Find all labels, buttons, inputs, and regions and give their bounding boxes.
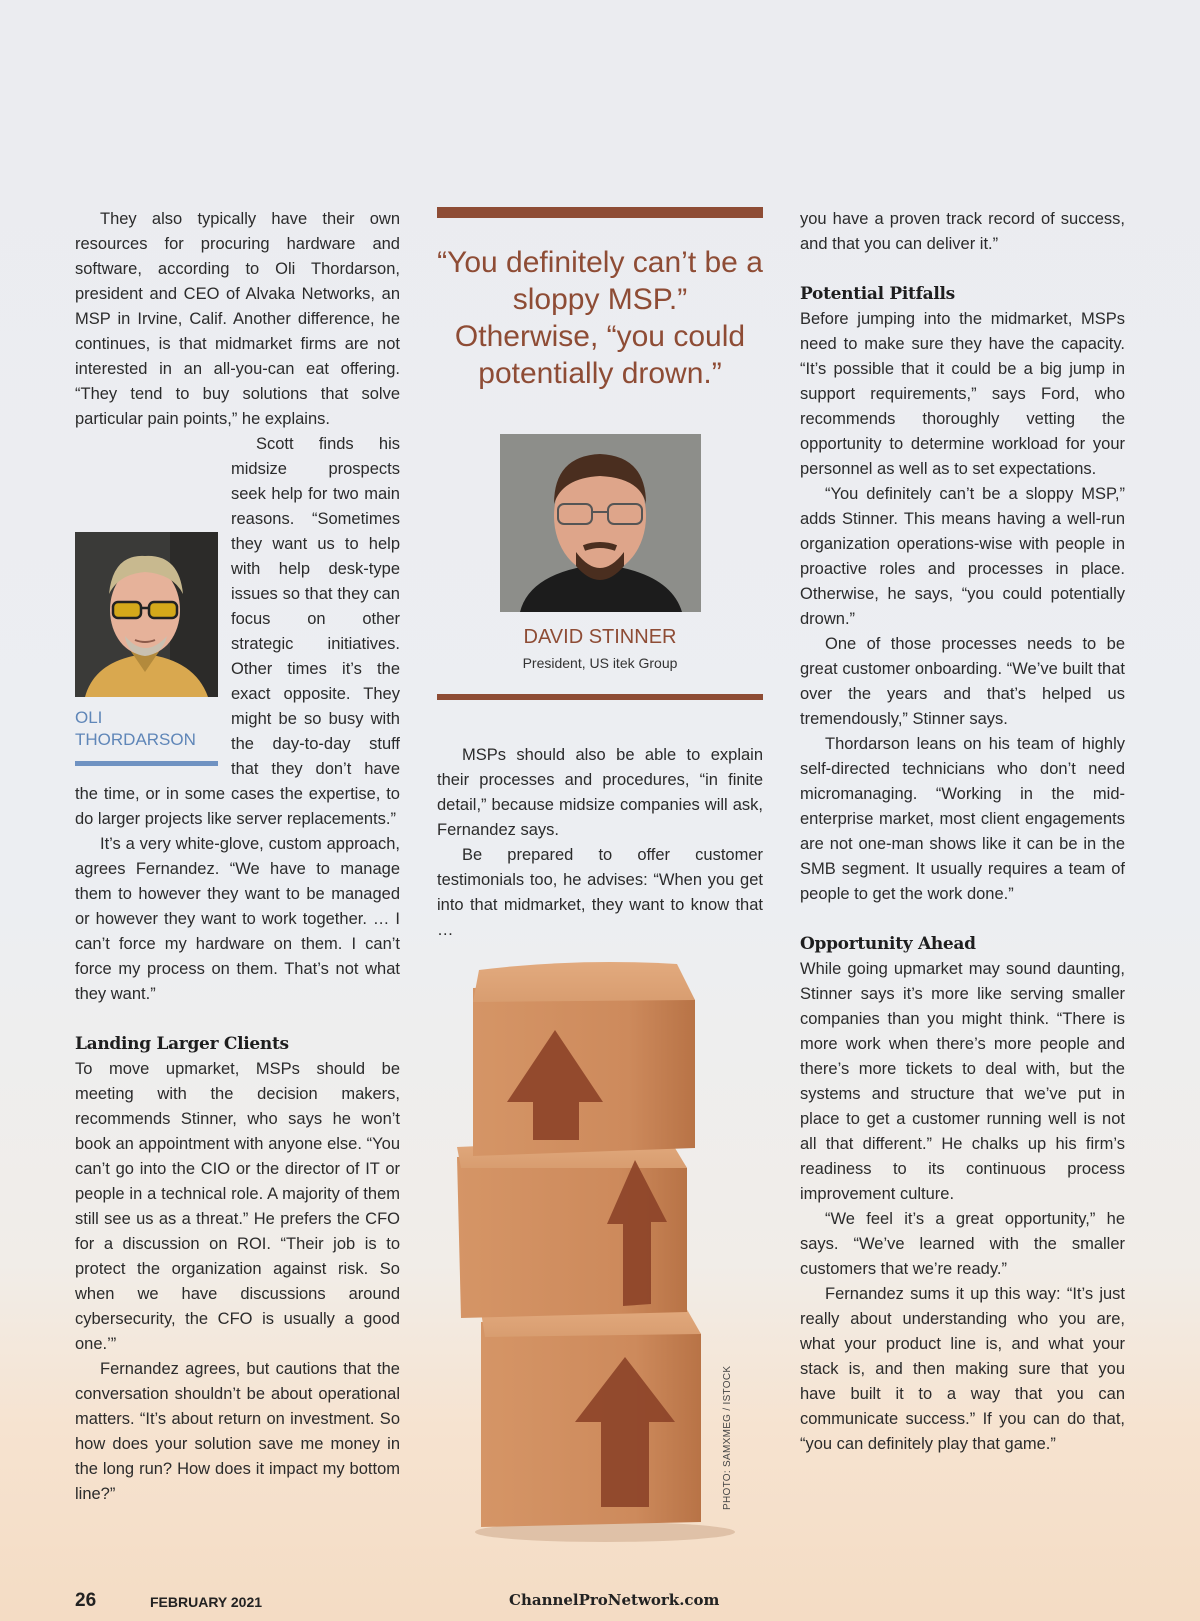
pull-quote-top-bar <box>437 207 763 218</box>
bottom-block <box>481 1306 701 1527</box>
paragraph: Be prepared to offer customer testimonials too, he advises: “When you get into that midmarket, they want to know that … <box>437 846 763 939</box>
photo-credit: PHOTO: SAMXMEG / ISTOCK <box>722 1365 733 1510</box>
paragraph: It’s a very white-glove, custom approach, agrees Fernandez. “We have to manage them to however they want to be managed or however they want to work together. … I can’t force my hardware on them. I can’t force my process on them. That’s not what they want.” <box>75 835 400 1003</box>
paragraph: MSPs should also be able to explain their processes and procedures, “in finite detail,” because midsize companies will ask, Fernandez says. <box>437 746 763 839</box>
section-heading: Opportunity Ahead <box>800 934 976 954</box>
paragraph: “You definitely can’t be a sloppy MSP,” adds Stinner. This means having a well-run organization operations-wise with people in proactive roles and processes in place. Otherwise, he says, “you could potentially drown.” <box>800 485 1125 628</box>
middle-block <box>457 1138 687 1318</box>
pull-quote-person-name: DAVID STINNER <box>523 626 677 648</box>
paragraph: Fernandez sums it up this way: “It’s just really about understanding who you are, what your product line is, and what your stack is, and then making sure that you have built it to a way that you can communicate success.” If you can do that, “you can definitely play that game.” <box>800 1285 1125 1453</box>
pull-quote-bottom-bar <box>437 694 763 700</box>
issue-date: FEBRUARY 2021 <box>150 1594 263 1610</box>
article-column-1 <box>75 207 400 1507</box>
section-heading: Landing Larger Clients <box>75 1034 289 1054</box>
page-number: 26 <box>75 1590 97 1611</box>
paragraph: you have a proven track record of success, and that you can deliver it.” <box>800 210 1125 253</box>
caption-first-name: OLI <box>75 708 103 727</box>
headshot-oli-thordarson <box>75 532 218 766</box>
oli-thordarson-photo <box>75 532 218 697</box>
paragraph: To move upmarket, MSPs should be meeting with the decision makers, recommends Stinner, who says he won’t book an appointment with anyone else. “You can’t go into the CIO or the director of IT or people in a technical role. A majority of them still see us as a threat.” He prefers the CFO for a discussion on ROI. “Their job is to protect the organization against risk. So when we have discussions around cybersecurity, the CFO is usually a good one.’” <box>75 1060 400 1353</box>
pull-quote-person-title: President, US itek Group <box>522 655 678 671</box>
paragraph: Scott finds his midsize prospects seek help for two main reasons. “Sometimes they want us to help with help desk-type issues so that they can focus on other strategic initiatives. Other times it’s the exact opposite. They might be so busy with the day-to-day stuff that they don’t have the time, or in some cases the expertise, to do larger projects like server replacements.” <box>75 435 400 828</box>
paragraph: “We feel it’s a great opportunity,” he says. “We’ve learned with the smaller customers that we’re ready.” <box>800 1210 1125 1278</box>
david-stinner-photo <box>500 434 701 612</box>
paragraph: One of those processes needs to be great customer onboarding. “We’ve built that over the years and that’s helped us tremendously,” Stinner says. <box>800 635 1125 728</box>
caption-underline <box>75 761 218 766</box>
pull-quote: “You definitely can’t be a sloppy MSP.” Otherwise, “you could potentially drown.” <box>437 246 763 390</box>
paragraph: Fernandez agrees, but cautions that the conversation shouldn’t be about operational matters. “It’s about return on investment. So how does your solution save me money in the long run? How does it impact my bottom line?” <box>75 1360 400 1503</box>
paragraph: While going upmarket may sound daunting, Stinner says it’s more like serving smaller companies than you might think. “There is more work when there’s more people and there’s more tickets to deal with, but the systems and structure that we’ve put in place to get a customer running well is not all that different.” He chalks up his firm’s readiness to its continuous process improvement culture. <box>800 960 1125 1203</box>
top-block <box>473 962 695 1156</box>
headshot-caption <box>75 707 218 751</box>
paragraph: They also typically have their own resources for procuring hardware and software, according to Oli Thordarson, president and CEO of Alvaka Networks, an MSP in Irvine, Calif. Another difference, he continues, is that midmarket firms are not interested in an all-you-can eat offering. “They tend to buy solutions that solve particular pain points,” he explains. OLI THORDARSON <box>75 207 400 432</box>
website-link[interactable]: ChannelProNetwork.com <box>509 1591 720 1609</box>
stacked-blocks-illustration <box>455 962 735 1542</box>
article-column-2 <box>437 207 763 943</box>
article-column-3 <box>800 207 1125 1457</box>
section-heading: Potential Pitfalls <box>800 284 955 304</box>
paragraph: Before jumping into the midmarket, MSPs need to make sure they have the capacity. “It’s possible that it could be a big jump in support requirements,” says Ford, who recommends thoroughly vetting the opportunity to determine workload for your personnel as well as to set expectations. <box>800 310 1125 478</box>
paragraph: Thordarson leans on his team of highly self-directed technicians who don’t need micromanaging. “Working in the mid-enterprise market, most client engagements are not one-man shows like it can be in the SMB segment. It usually requires a team of people to get the work done.” <box>800 735 1125 903</box>
caption-last-name: THORDARSON <box>75 730 196 749</box>
